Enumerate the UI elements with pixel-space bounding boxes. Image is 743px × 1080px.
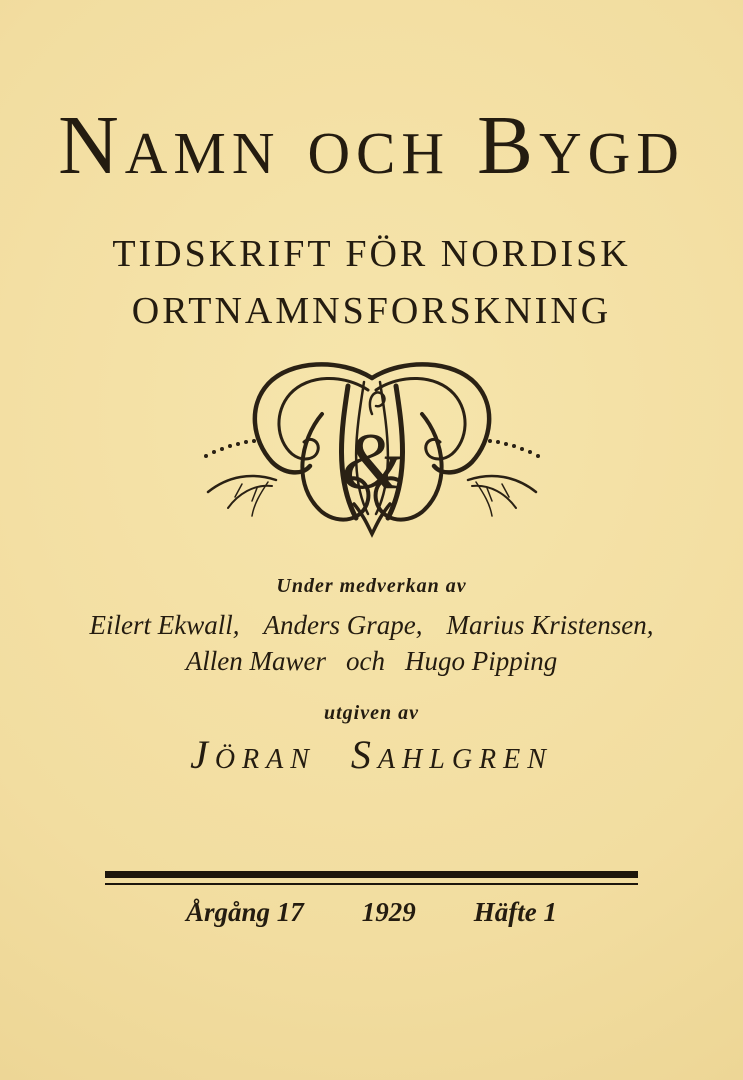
monogram-svg bbox=[172, 356, 572, 541]
volume-label: Årgång 17 bbox=[185, 897, 304, 927]
editor-heading: utgiven av bbox=[324, 702, 419, 724]
nb-monogram-ornament bbox=[172, 356, 572, 541]
year-label: 1929 bbox=[361, 897, 416, 927]
subtitle-line-2: ORTNAMNSFORSKNING bbox=[131, 290, 612, 332]
editor-name: Jöran Sahlgren bbox=[190, 732, 553, 777]
journal-title: Namn och Bygd bbox=[58, 99, 685, 192]
issue-number-label: Häfte 1 bbox=[473, 897, 558, 927]
journal-subtitle bbox=[0, 226, 743, 340]
contributor-name: Eilert Ekwall, bbox=[89, 610, 240, 640]
contributors-line-2 bbox=[0, 646, 743, 677]
contributor-name: Anders Grape, bbox=[263, 610, 423, 640]
subtitle-line-1: TIDSKRIFT FÖR NORDISK bbox=[112, 233, 631, 275]
contributor-name: Allen Mawer bbox=[185, 646, 326, 676]
divider-rule-thin bbox=[105, 883, 638, 885]
svg-text:&: & bbox=[340, 418, 403, 506]
contributor-name: Hugo Pipping bbox=[404, 646, 558, 676]
divider-rule-thick bbox=[105, 871, 638, 878]
issue-info-line bbox=[0, 897, 743, 928]
contributors-heading: Under medverkan av bbox=[276, 575, 467, 597]
contributor-name: Marius Kristensen, bbox=[446, 610, 654, 640]
contributors-line-1 bbox=[0, 610, 743, 641]
conjunction-text: och bbox=[346, 646, 385, 676]
